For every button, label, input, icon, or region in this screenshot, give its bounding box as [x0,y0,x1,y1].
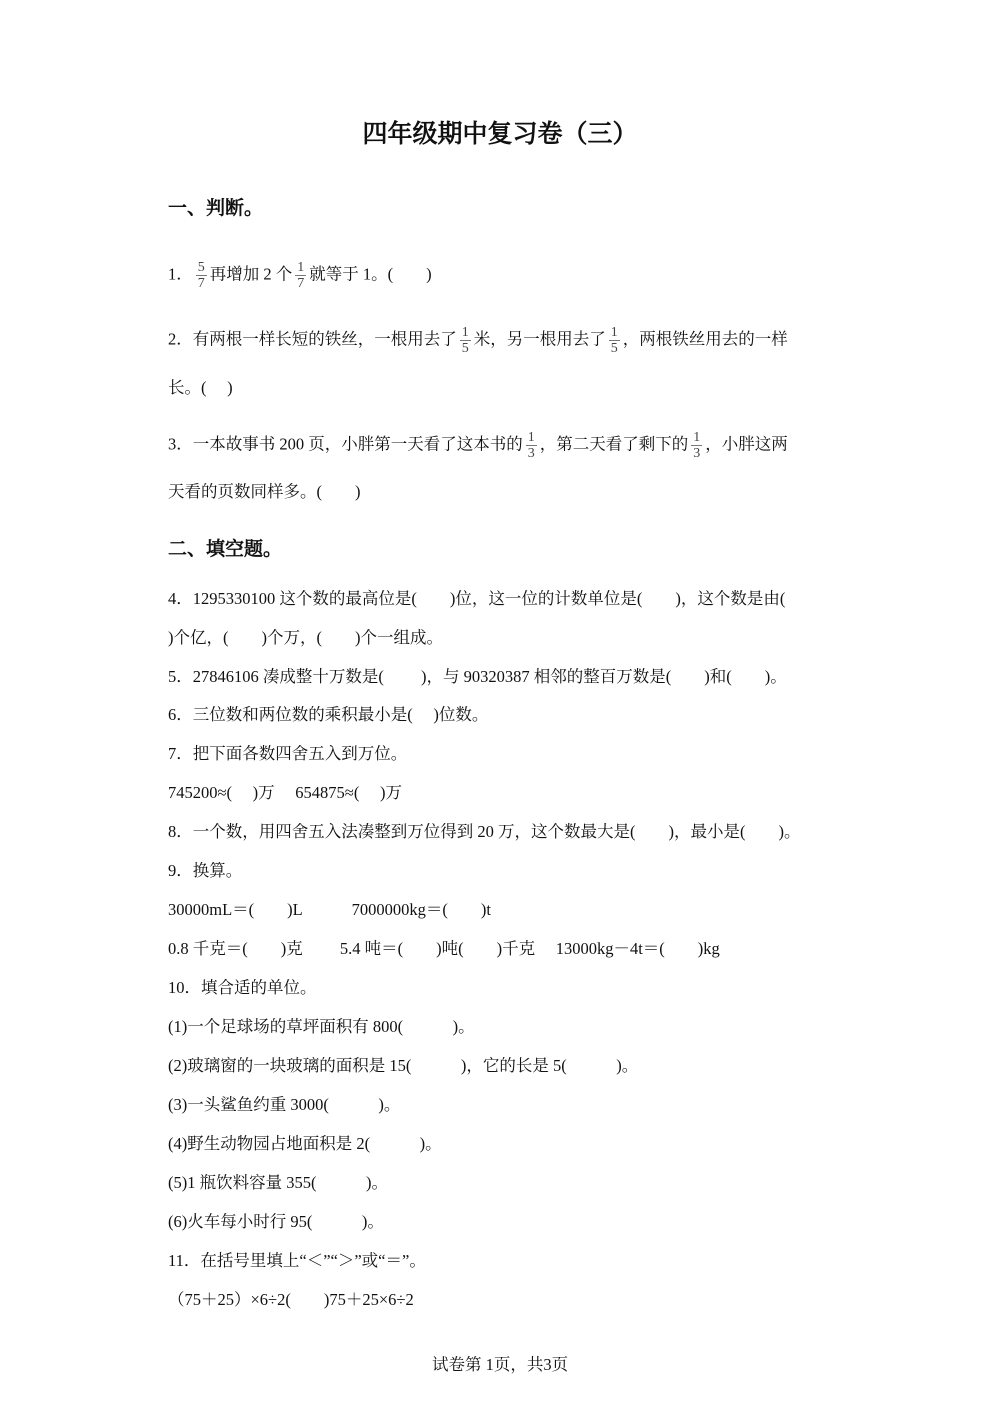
fraction-numerator: 1 [610,325,618,340]
question-line: 10．填合适的单位。 [168,978,317,997]
question-line: (2)玻璃窗的一块玻璃的面积是 15( )，它的长是 5( )。 [168,1056,639,1075]
question-line: (1)一个足球场的草坪面积有 800( )。 [168,1017,475,1036]
question-line: 11．在括号里填上“＜”“＞”或“＝”。 [168,1251,426,1270]
question-line: 9．换算。 [168,861,243,880]
fraction-denominator: 3 [693,446,701,461]
q1-text-c: 就等于 1。( ) [309,264,432,284]
q2-text-a: 2．有两根一样长短的铁丝，一根用去了 [168,329,457,349]
question-line: 5．27846106 凑成整十万数是( )，与 90320387 相邻的整百万数是( )和( )。 [168,667,787,686]
question-3 [168,430,788,461]
question-line: 8．一个数，用四舍五入法凑整到万位得到 20 万，这个数最大是( )，最小是( )。 [168,822,801,841]
fraction [609,325,620,356]
question-line: 30000mL＝( )L 7000000kg＝( )t [168,900,491,919]
fraction-denominator: 5 [610,341,618,356]
question-line: 745200≈( )万 654875≈( )万 [168,783,402,802]
question-line: 7．把下面各数四舍五入到万位。 [168,744,408,763]
q3-text-a: 3．一本故事书 200 页，小胖第一天看了这本书的 [168,434,523,454]
question-line: (5)1 瓶饮料容量 355( )。 [168,1173,388,1192]
fraction-denominator: 5 [461,341,469,356]
fraction [526,430,537,461]
fraction-denominator: 7 [197,276,205,291]
q3-text-b: ，第二天看了剩下的 [539,434,689,454]
question-3-continued: 天看的页数同样多。( ) [168,482,361,501]
question-2-continued: 长。( ) [168,378,233,397]
section-heading-fill: 二、填空题。 [168,538,283,560]
fraction [295,260,306,291]
q2-text-c: ，两根铁丝用去的一样 [622,329,788,349]
fraction [691,430,702,461]
question-line: （75＋25）×6÷2( )75＋25×6÷2 [168,1290,414,1309]
question-line: 4．1295330100 这个数的最高位是( )位，这一位的计数单位是( )，这个数是由( [168,589,786,608]
fraction-numerator: 1 [461,325,469,340]
q1-text-a: 1． [168,264,193,284]
q2-text-b: 米，另一根用去了 [473,329,606,349]
q1-text-b: 再增加 2 个 [209,264,293,284]
fraction-numerator: 1 [527,430,535,445]
fraction [460,325,471,356]
question-line: )个亿，( )个万，( )个一组成。 [168,628,443,647]
fraction-numerator: 5 [197,260,205,275]
page-title: 四年级期中复习卷（三） [362,119,638,148]
question-line: 0.8 千克＝( )克 5.4 吨＝( )吨( )千克 13000kg－4t＝( )kg [168,939,720,958]
question-line: (3)一头鲨鱼约重 3000( )。 [168,1095,401,1114]
page-footer: 试卷第 1页，共3页 [431,1355,569,1374]
section-heading-judge: 一、判断。 [168,197,264,219]
fraction-denominator: 3 [527,446,535,461]
fraction-numerator: 1 [693,430,701,445]
q3-text-c: ，小胖这两 [705,434,788,454]
fraction [196,260,207,291]
fraction-numerator: 1 [297,260,305,275]
question-line: 6．三位数和两位数的乘积最小是( )位数。 [168,705,489,724]
question-1 [168,260,432,291]
fraction-denominator: 7 [297,276,305,291]
question-line: (4)野生动物园占地面积是 2( )。 [168,1134,442,1153]
question-line: (6)火车每小时行 95( )。 [168,1212,384,1231]
question-2 [168,325,788,356]
